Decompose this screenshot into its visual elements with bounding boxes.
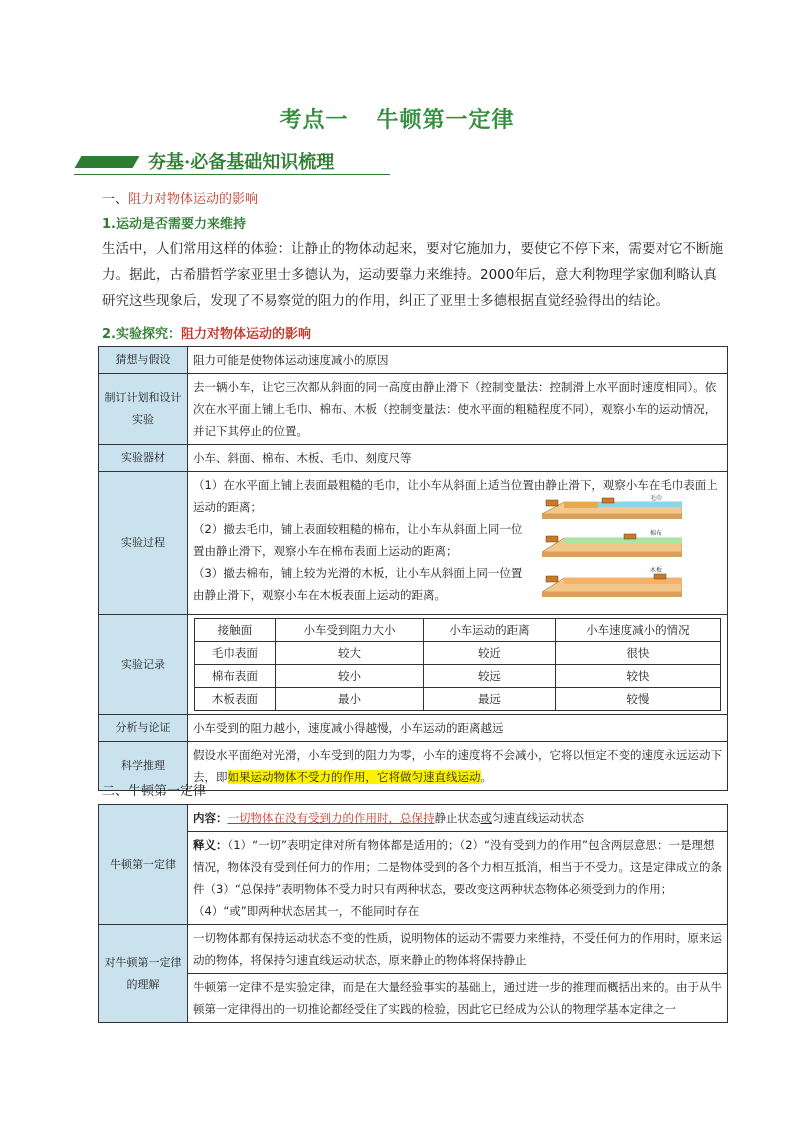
record-cell-value: 毛巾表面 — [195, 642, 276, 665]
content-part: 时， — [377, 811, 400, 825]
analysis-label: 分析与论证 — [99, 715, 188, 742]
content-part: 没有受到力的作用 — [285, 811, 377, 825]
explain-label: 释义： — [193, 838, 228, 852]
infer-label: 科学推理 — [99, 742, 188, 791]
ramp-board — [542, 566, 682, 597]
section-2-num: 二、 — [102, 784, 129, 799]
equip-label: 实验器材 — [99, 445, 188, 472]
plan-label: 制订计划和设计实验 — [99, 374, 188, 445]
record-cell-value: 较慢 — [555, 688, 720, 711]
infer-highlight: 如果运动物体不受力的作用，它将做匀速直线运动 — [227, 770, 481, 784]
record-header: 小车速度减小的情况 — [555, 619, 720, 642]
content-part: 静止状态 — [434, 811, 481, 825]
record-cell-value: 较近 — [424, 642, 556, 665]
content-part: 匀速直线运动状态 — [492, 811, 584, 825]
table-row — [99, 445, 728, 472]
intro-paragraph: 生活中，人们常用这样的体验：让静止的物体动起来，要对它施加力，要使它不停下来，需要对它不断施力。据此，古希腊哲学家亚里士多德认为，运动要靠力来维持。2000年后，意大利物理学家伽利略认真研究这些现象后，发现了不易察觉的阻力的作用，纠正了亚里士多德根据直觉经验得出的结论。 — [102, 241, 723, 309]
subsection-2-title: 实验探究： — [115, 327, 181, 342]
understand-label: 对牛顿第一定律的理解 — [99, 925, 188, 1023]
infer-text: 假设水平面绝对光滑，小车受到的阻力为零，小车的速度将不会减小，它将以恒定不变的速度永远运动下去，即 — [193, 748, 722, 784]
record-row — [195, 665, 721, 688]
law-content-cell — [188, 805, 728, 832]
table-row — [99, 615, 728, 715]
fig-label-board: 木板 — [650, 567, 663, 574]
record-cell — [188, 615, 728, 715]
record-header-row — [195, 619, 721, 642]
subsection-1-title: 运动是否需要力来维持 — [115, 217, 246, 232]
subsection-2-num: 2. — [102, 327, 116, 342]
equip-text: 小车、斜面、棉布、木板、毛巾、刻度尺等 — [188, 445, 728, 472]
record-cell-value: 较快 — [555, 665, 720, 688]
banner-text: 夯基·必备基础知识梳理 — [148, 152, 335, 173]
section-1-num: 一、 — [102, 192, 129, 207]
section-2-heading — [102, 780, 206, 799]
record-cell-value: 较远 — [424, 665, 556, 688]
guess-text: 阻力可能是使物体运动速度减小的原因 — [188, 347, 728, 374]
subsection-1-heading — [102, 213, 246, 232]
record-table — [194, 618, 721, 711]
banner-underline — [74, 174, 390, 175]
title-part2: 牛顿第一定律 — [376, 108, 515, 133]
table-row — [99, 374, 728, 445]
record-header: 小车受到阻力大小 — [275, 619, 423, 642]
ramp-cotton — [542, 529, 682, 557]
understand-text-2: 牛顿第一定律不是实验定律，而是在大量经验事实的基础上，通过进一步的推理而概括出来的。由于从牛顿第一定律得出的一切推论都经受住了实践的检验，因此它已经成为公认的物理学基本定律之一 — [188, 974, 728, 1023]
record-cell-value: 较小 — [275, 665, 423, 688]
record-cell-value: 最小 — [275, 688, 423, 711]
process-step-2: （2）撤去毛巾，铺上表面较粗糙的棉布，让小车从斜面上同一位置由静止滑下，观察小车在棉布表面上运动的距离； — [193, 522, 523, 558]
record-label: 实验记录 — [99, 615, 188, 715]
section-2-title: 牛顿第一定律 — [128, 784, 207, 799]
record-cell-value: 木板表面 — [195, 688, 276, 711]
record-header: 接触面 — [195, 619, 276, 642]
analysis-text: 小车受到的阻力越小，速度减小得越慢，小车运动的距离越远 — [188, 715, 728, 742]
page-title — [0, 103, 794, 134]
table-row — [99, 832, 728, 925]
record-cell-value: 最远 — [424, 688, 556, 711]
process-step-3: （3）撤去棉布，铺上较为光滑的木板，让小车从斜面上同一位置由静止滑下，观察小车在木板表面上运动的距离。 — [193, 566, 523, 602]
record-header: 小车运动的距离 — [424, 619, 556, 642]
record-row — [195, 642, 721, 665]
record-cell-value: 较大 — [275, 642, 423, 665]
section-1-heading — [102, 188, 258, 207]
section-banner — [74, 148, 394, 178]
fig-label-cotton: 棉布 — [650, 530, 663, 537]
table-row — [99, 925, 728, 974]
subsection-1-num: 1. — [102, 217, 116, 232]
process-label: 实验过程 — [99, 472, 188, 615]
ramp-towel — [542, 494, 682, 519]
table-row — [99, 715, 728, 742]
record-cell-value: 很快 — [555, 642, 720, 665]
record-row — [195, 688, 721, 711]
table-row — [99, 805, 728, 832]
law-label: 牛顿第一定律 — [99, 805, 188, 925]
explain-text: （1）“一切”表明定律对所有物体都是适用的；（2）“没有受到力的作用”包含两层意思：一是理想情况，物体没有受到任何力的作用；二是物体受到的各个力相互抵消，相当于不受力。这是定律成立的条件（3）“总保持”表明物体不受力时只有两种状态，要改变这两种状态物体必须受到力的作用；（4）“或”即两种状态居其一，不能同时存在 — [193, 838, 722, 918]
content-part: 一切物体在 — [227, 811, 285, 825]
subsection-2-title-red: 阻力对物体运动的影响 — [181, 327, 312, 342]
table-row — [99, 974, 728, 1023]
law-explain-cell — [188, 832, 728, 925]
table-row — [99, 347, 728, 374]
content-label: 内容： — [193, 811, 228, 825]
infer-end: 。 — [480, 770, 492, 784]
infer-cell — [188, 742, 728, 791]
guess-label: 猜想与假设 — [99, 347, 188, 374]
content-part: 总保持 — [400, 811, 435, 825]
process-step-1: （1）在水平面上铺上表面最粗糙的毛巾，让小车从斜面上适当位置由静止滑下，观察小车在毛巾表面上运动的距离； — [193, 478, 718, 514]
subsection-2-heading — [102, 323, 311, 342]
understand-text-1: 一切物体都有保持运动状态不变的性质，说明物体的运动不需要力来维持，不受任何力的作用时，原来运动的物体，将保持匀速直线运动状态，原来静止的物体将保持静止 — [188, 925, 728, 974]
plan-text: 去一辆小车，让它三次都从斜面的同一高度由静止滑下（控制变量法：控制滑上水平面时速度相同）。依次在水平面上铺上毛巾、棉布、木板（控制变量法：使水平面的粗糙程度不同），观察小车的运动情况，并记下其停止的位置。 — [188, 374, 728, 445]
experiment-figure — [542, 494, 682, 602]
content-part: 或 — [480, 811, 492, 825]
title-part1: 考点一 — [279, 108, 349, 133]
section-1-title: 阻力对物体运动的影响 — [128, 192, 259, 207]
law-table — [98, 804, 728, 1023]
fig-label-towel: 毛巾 — [650, 495, 663, 502]
record-cell-value: 棉布表面 — [195, 665, 276, 688]
banner-bar — [75, 156, 140, 168]
